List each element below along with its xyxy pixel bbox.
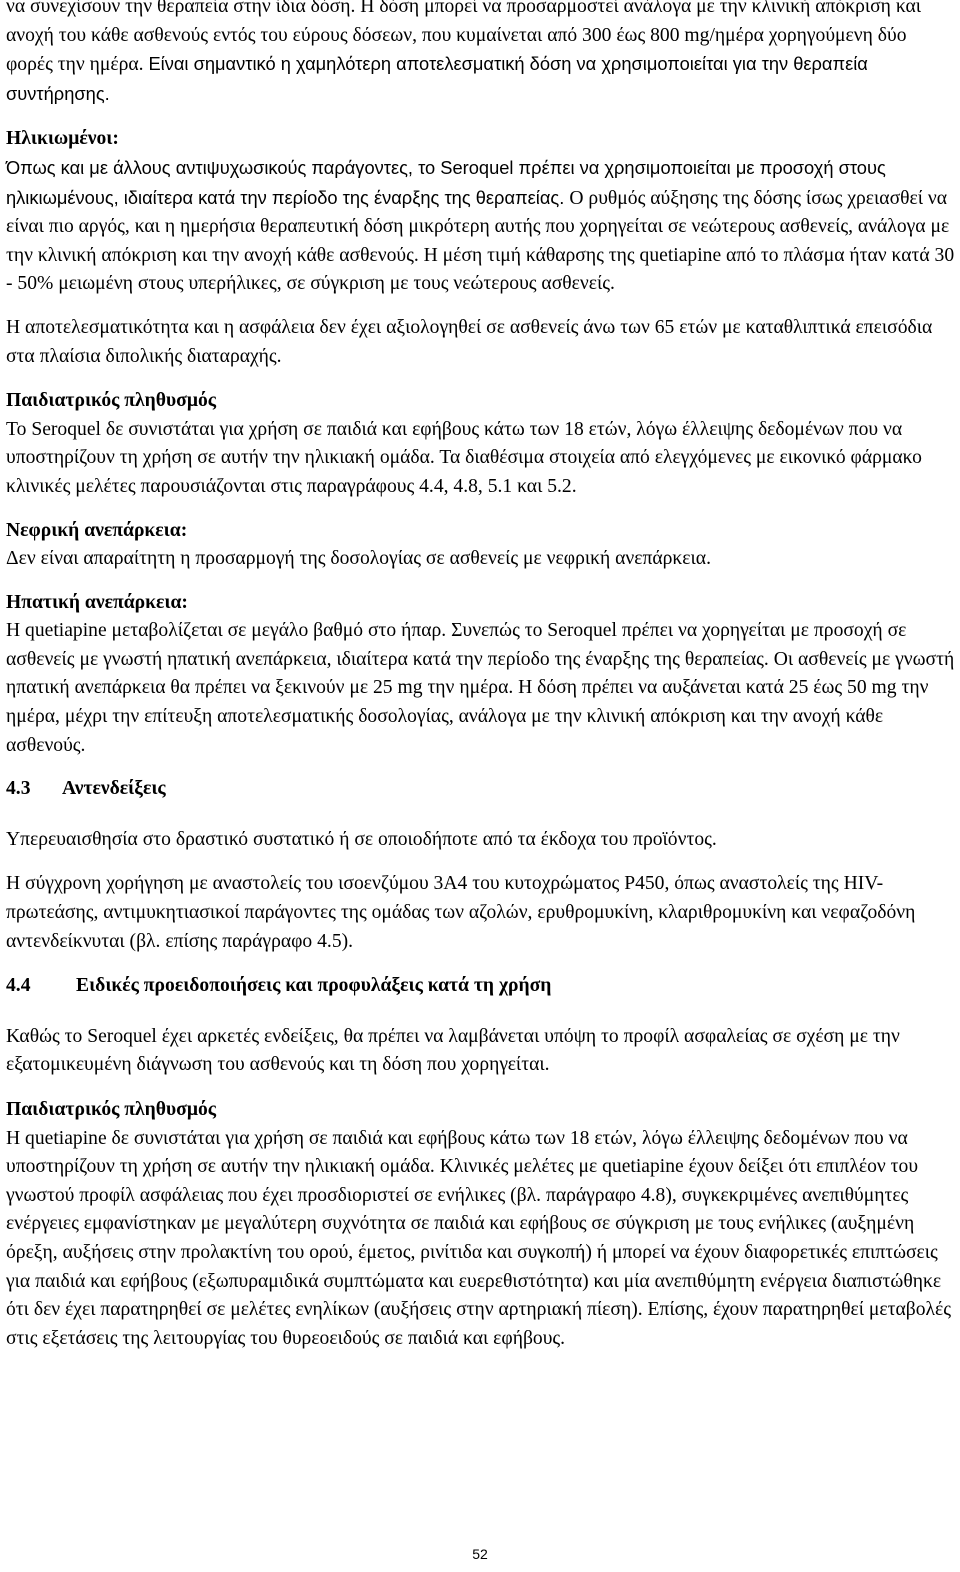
pediatric-heading-1: Παιδιατρικός πληθυσμός: [6, 390, 217, 412]
elderly-text: [6, 154, 956, 299]
section-4-4-title: Ειδικές προειδοποιήσεις και προφυλάξεις κατά τη χρήση: [76, 975, 552, 997]
renal-heading: Νεφρική ανεπάρκεια:: [6, 519, 188, 541]
renal-section: [6, 517, 956, 574]
elderly-heading: Ηλικιωμένοι:: [6, 128, 119, 150]
elderly-text-serif: Ο ρυθμός αύξησης της δόσης ίσως χρειασθεί να είναι πιο αργός, και η ημερήσια θεραπευτική δόση μικρότερη αυτής που χορηγείται σε νεώτερους ασθενείς, ανάλογα με την κλινική απόκριση και την ανοχή κάθε ασθενούς. Η μέση τιμή κάθαρσης της quetiapine από το πλάσμα ήταν κατά 30 - 50% μειωμένη στους υπερήλικες, σε σύγκριση με τους νεώτερους ασθενείς.: [6, 187, 955, 295]
section-4-4-heading: [6, 972, 956, 1001]
section-4-4-number: 4.4: [6, 975, 31, 997]
page-number: 52: [472, 1546, 488, 1562]
section-4-3-number: 4.3: [6, 778, 31, 800]
renal-text: Δεν είναι απαραίτητη η προσαρμογή της δοσολογίας σε ασθενείς με νεφρική ανεπάρκεια.: [6, 548, 711, 570]
elderly-section: [6, 125, 956, 299]
pediatric-text-1: Το Seroquel δε συνιστάται για χρήση σε παιδιά και εφήβους κάτω των 18 ετών, λόγω έλλειψης δεδομένων που να υποστηρίζουν τη χρήση σε αυτήν την ηλικιακή ομάδα. Τα διαθέσιμα στοιχεία από ελεγχόμενες με εικονικό φάρμακο κλινικές μελέτες παρουσιάζονται στις παραγράφους 4.4, 4.8, 5.1 και 5.2.: [6, 418, 922, 497]
hepatic-heading: Ηπατική ανεπάρκεια:: [6, 591, 188, 613]
contraindication-paragraph-2: Η σύγχρονη χορήγηση με αναστολείς του ισοενζύμου 3A4 του κυτοχρώματος P450, όπως αναστολείς της HIV-πρωτεάσης, αντιμυκητιασικοί παράγοντες της ομάδας των αζολών, ερυθρομυκίνη, κλαριθρομυκίνη και νεφαζοδόνη αντενδείκνυται (βλ. επίσης παράγραφο 4.5).: [6, 873, 916, 952]
warnings-paragraph-1: Καθώς το Seroquel έχει αρκετές ενδείξεις, θα πρέπει να λαμβάνεται υπόψη το προφίλ ασφαλείας σε σχέση με την εξατομικευμένη διάγνωση του ασθενούς και τη δόση που χορηγείται.: [6, 1025, 900, 1076]
contraindication-paragraph-1: Υπερευαισθησία στο δραστικό συστατικό ή σε οποιοδήποτε από τα έκδοχα του προϊόντος.: [6, 828, 717, 850]
pediatric-text-2: Η quetiapine δε συνιστάται για χρήση σε παιδιά και εφήβους κάτω των 18 ετών, λόγω έλλειψης δεδομένων που να υποστηρίζουν τη χρήση σε αυτήν την ηλικιακή ομάδα. Κλινικές μελέτες με quetiapine έχουν δείξει ότι επιπλέον του γνωστού προφίλ ασφάλειας που έχει προσδιοριστεί σε ενήλικες (βλ. παράγραφο 4.8), συγκεκριμένες ανεπιθύμητες ενέργειες εμφανίστηκαν με μεγαλύτερη συχνότητα σε παιδιά και εφήβους σε σύγκριση με τους ενήλικες (αυξημένη όρεξη, αυξήσεις στην προλακτίνη του ορού, έμετος, ρινίτιδα και συγκοπή) ή μπορεί να έχουν διαφορετικές επιπτώσεις για παιδιά και εφήβους (εξωπυραμιδικά συμπτώματα και ευερεθιστότητα) και μία ανεπιθύμητη ενέργεια διαπιστώθηκε ότι δεν έχει παρατηρηθεί σε μελέτες ενηλίκων (αυξήσεις στην αρτηριακή πίεση). Επίσης, έχουν παρατηρηθεί μεταβολές στις εξετάσεις της λειτουργίας του θυρεοειδούς σε παιδιά και εφήβους.: [6, 1127, 952, 1349]
section-4-3-title: Αντενδείξεις: [62, 778, 166, 800]
section-4-3-heading: [6, 775, 956, 804]
hepatic-text: Η quetiapine μεταβολίζεται σε μεγάλο βαθμό στο ήπαρ. Συνεπώς το Seroquel πρέπει να χορηγείται με προσοχή σε ασθενείς με γνωστή ηπατική ανεπάρκεια, ιδιαίτερα κατά την περίοδο της έναρξης της θεραπείας. Οι ασθενείς με γνωστή ηπατική ανεπάρκεια θα πρέπει να ξεκινούν με 25 mg την ημέρα. Η δόση πρέπει να αυξάνεται κατά 25 έως 50 mg την ημέρα, μέχρι την επίτευξη αποτελεσματικής δοσολογίας, ανάλογα με την κλινική απόκριση και την ανοχή κάθε ασθενούς.: [6, 620, 955, 756]
intro-text-b: Η δόση μπορεί να προσαρμοστεί ανάλογα με την κλινική απόκριση και ανοχή του κάθε ασθενούς εντός του εύρους δόσεων, που κυμαίνεται από 300 έως 800 mg/ημέρα χορηγούμενη δύο φορές την ημέρα.: [6, 0, 922, 76]
pediatric-section-1: [6, 387, 956, 501]
hepatic-section: [6, 589, 956, 761]
pediatric-section-2: [6, 1096, 956, 1353]
intro-text-a: να συνεχίσουν την θεραπεία στην ίδια δόση.: [6, 0, 361, 17]
elderly-efficacy-paragraph: Η αποτελεσματικότητα και η ασφάλεια δεν έχει αξιολογηθεί σε ασθενείς άνω των 65 ετών με καταθλιπτικά επεισόδια στα πλαίσια διπολικής διαταραχής.: [6, 316, 933, 367]
elderly-text-sans: Όπως και με άλλους αντιψυχωσικούς παράγοντες, το Seroquel πρέπει να χρησιμοποιείται με προσοχή στους ηλικιωμένους, ιδιαίτερα κατά την περίοδο της έναρξης της θεραπείας.: [6, 156, 886, 208]
pediatric-heading-2: Παιδιατρικός πληθυσμός: [6, 1099, 217, 1120]
intro-text-c: Είναι σημαντικό η χαμηλότερη αποτελεσματική δόση να χρησιμοποιείται για την θεραπεία συντήρησης.: [6, 53, 868, 104]
document-page: [6, 0, 956, 1368]
intro-paragraph: [6, 0, 956, 109]
